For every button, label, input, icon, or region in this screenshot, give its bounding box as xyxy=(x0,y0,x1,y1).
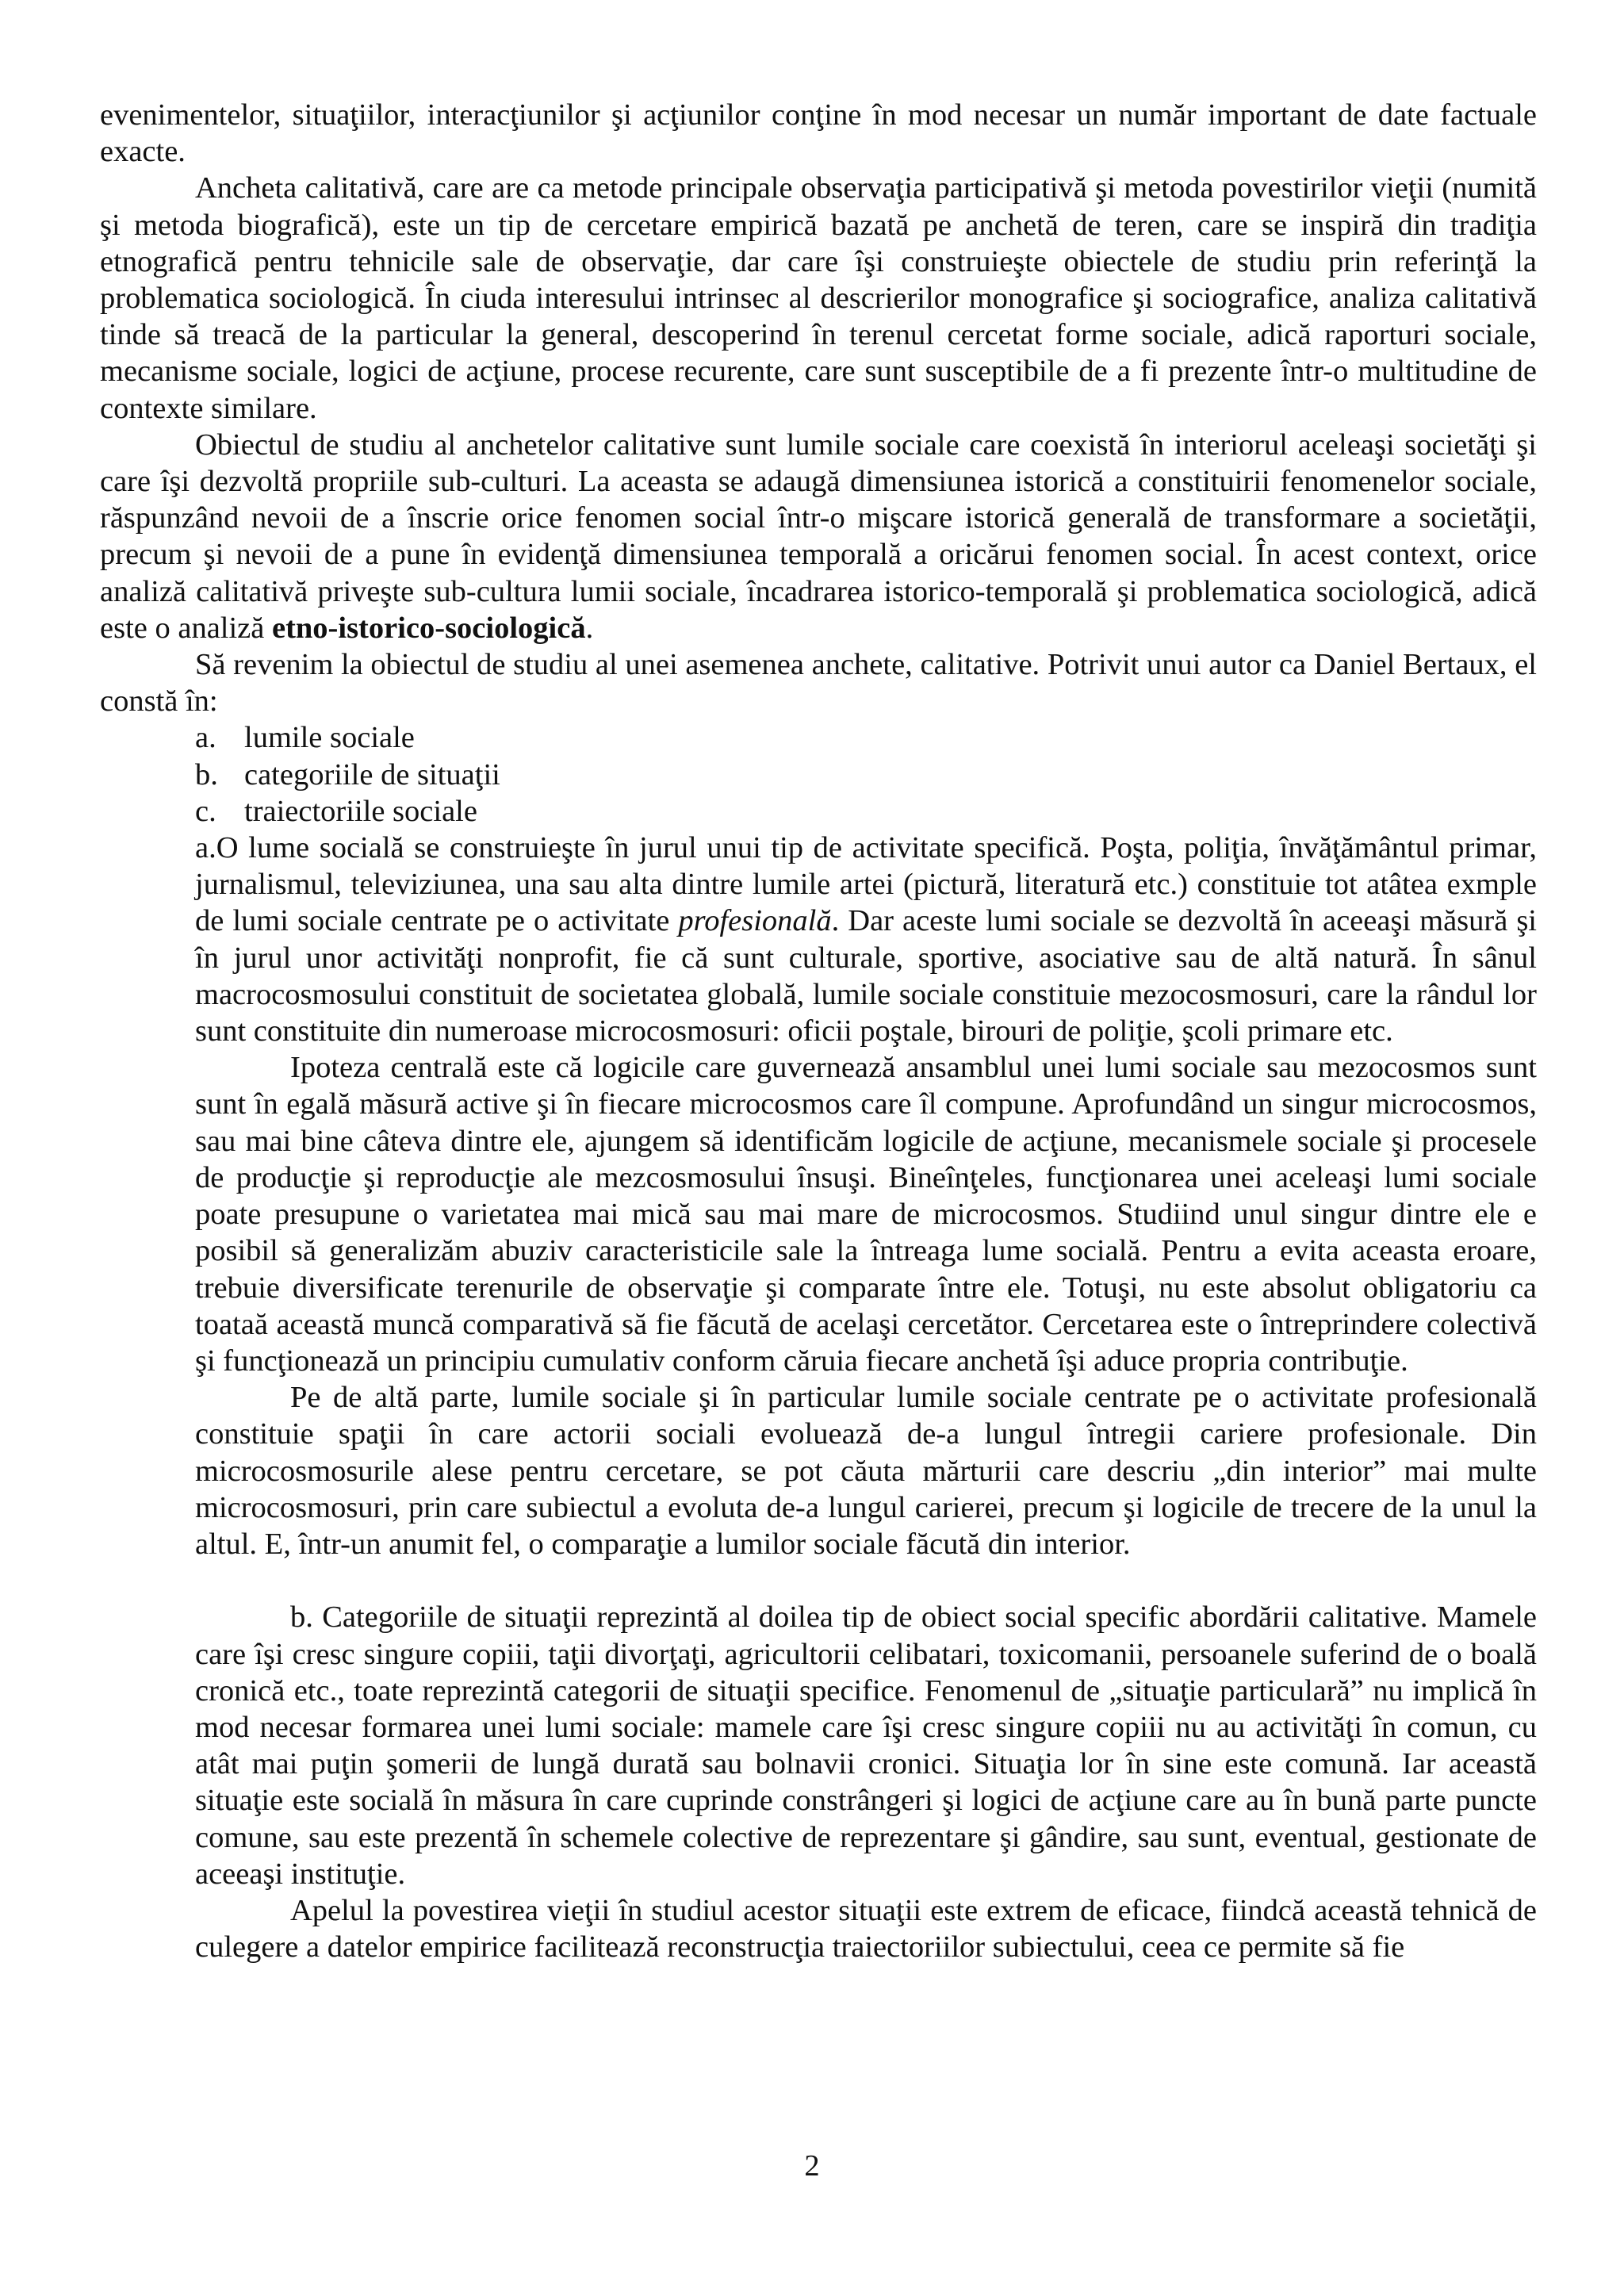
paragraph-text-continued: . Dar aceste lumi sociale se dezvoltă în aceeaşi măsură şi în jurul unor activităţi nonprofit, fie că sunt culturale, sportive, asociative sau de altă natură. În sânul macrocosmosului constituit de societatea globală, lumile sociale constituie mezocosmosuri, care la rândul lor sunt constituite din numeroase microcosmosuri: oficii poştale, birouri de poliţie, şcoli primare etc. xyxy=(195,904,1538,1048)
paragraph-end: . xyxy=(585,611,594,645)
paragraph-pe-de-alta-parte: Pe de altă parte, lumile sociale şi în particular lumile sociale centrate pe o activitate profesională constituie spaţii în care actorii sociali evoluează de-a lungul întregii cariere profesionale. Din microcosmosurile alese pentru cercetare, se pot căuta mărturii care descriu „din interior” mai multe microcosmosuri, prin care subiectul a evoluta de-a lungul carierei, precum şi logicile de trecere de la unul la altul. E, într-un anumit fel, o comparaţie a lumilor sociale făcută din interior. xyxy=(195,1381,1537,1561)
paragraph-ancheta-calitativa: Ancheta calitativă, care are ca metode principale observaţia participativă şi metoda povestirilor vieţii (numită şi metoda biografică), este un tip de cercetare empirică bazată pe anchetă de teren, care se inspiră din tradiţia etnografică pentru tehnicile sale de observaţie, dar care îşi construieşte obiectele de studiu prin referinţă la problematica sociologică. În ciuda interesului intrinsec al descrierilor monografice şi sociografice, analiza calitativă tinde să treacă de la particular la general, descoperind în terenul cercetat forme sociale, adică raporturi sociale, mecanisme sociale, logici de acţiune, procese recurente, care sunt susceptibile de a fi prezente într-o multitudine de contexte similare. xyxy=(100,171,1537,425)
paragraph-obiectul-de-studiu xyxy=(100,427,1537,646)
paragraph-text: a.O lume socială se construieşte în jurul unui tip de activitate specifică. Poşta, poliţia, învăţământul primar, jurnalismul, televiziunea, una sau alta dintre lumile artei (pictură, literatură etc.) constituie tot atâtea exmple de lumi sociale centrate pe o activitate xyxy=(195,831,1537,938)
paragraph-categoriile-de-situatii: b. Categoriile de situaţii reprezintă al doilea tip de obiect social specific abordării calitative. Mamele care îşi cresc singure copiii, taţii divorţaţi, agricultorii celibatari, toxicomanii, persoanele suferind de o boală cronică etc., toate reprezintă categorii de situaţii specifice. Fenomenul de „situaţie particulară” nu implică în mod necesar formarea unei lumi sociale: mamele care îşi cresc singure copiii nu au activităţi în comun, cu atât mai puţin şomerii de lungă durată sau bolnavii cronici. Situaţia lor în sine este comună. Iar această situaţie este socială în măsura în care cuprinde constrângeri şi logici de acţiune care au în bună parte puncte comune, sau este prezentă în schemele colective de reprezentare şi gândire, sau sunt, eventual, gestionate de aceeaşi instituţie. xyxy=(195,1600,1537,1891)
page-body xyxy=(100,97,1537,1965)
list-item xyxy=(195,719,1537,756)
list-item xyxy=(195,793,1537,830)
bold-term: etno-istorico-sociologică xyxy=(271,611,586,645)
paragraph-continuation: evenimentelor, situaţiilor, interacţiunilor şi acţiunilor conţine în mod necesar un număr important de date factuale exacte. xyxy=(100,98,1537,169)
paragraph-text: Obiectul de studiu al anchetelor calitative sunt lumile sociale care coexistă în interiorul aceleaşi societăţi şi care îşi dezvoltă propriile sub-culturi. La aceasta se adaugă dimensiunea istorică a constituirii fenomenelor sociale, răspunzând nevoii de a înscrie orice fenomen social într-o mişcare istorică generală de transformare a societăţii, precum şi nevoii de a pune în evidenţă dimensiunea temporală a oricărui fenomen social. În acest context, orice analiză calitativă priveşte sub-cultura lumii sociale, încadrarea istorico-temporală şi problematica sociologică, adică este o analiză xyxy=(100,427,1537,645)
list-marker: b. xyxy=(195,757,218,792)
list-item xyxy=(195,757,1537,793)
paragraph-sa-revenim: Să revenim la obiectul de studiu al unei asemenea anchete, calitative. Potrivit unui autor ca Daniel Bertaux, el constă în: xyxy=(100,648,1537,719)
list-marker: c. xyxy=(195,794,216,828)
paragraph-ipoteza-centrala: Ipoteza centrală este că logicile care guvernează ansamblul unei lumi sociale sau mezocosmos sunt sunt în egală măsură active şi în fiecare microcosmos care îl compune. Aprofundând un singur microcosmos, sau mai bine câteva dintre ele, ajungem să identificăm logicile de acţiune, mecanismele sociale şi procesele de producţie şi reproducţie ale mezcosmosului însuşi. Bineînţeles, funcţionarea unei aceleaşi lumi sociale poate presupune o varietatea mai mică sau mai mare de microcosmos. Studiind unul singur dintre ele e posibil să generalizăm abuziv caracteristicile sale la întreaga lume socială. Pentru a evita aceasta eroare, trebuie diversificate terenurile de observaţie şi comparate între ele. Totuşi, nu este absolut obligatoriu ca toataă această muncă comparativă să fie făcută de acelaşi cercetător. Cercetarea este o întreprindere colectivă şi funcţionează un principiu cumulativ conform căruia fiecare anchetă îşi aduce propria contribuţie. xyxy=(195,1051,1537,1378)
list-marker: a. xyxy=(195,721,216,755)
list-text: categoriile de situaţii xyxy=(244,757,500,792)
page-number: 2 xyxy=(804,2149,820,2183)
italic-term: profesională xyxy=(678,904,832,938)
list-text: traiectoriile sociale xyxy=(244,794,477,828)
paragraph-apelul-la-povestire: Apelul la povestirea vieţii în studiul acestor situaţii este extrem de eficace, fiindcă această tehnică de culegere a datelor empirice facilitează reconstrucţia traiectoriilor subiectului, ceea ce permite să fie xyxy=(195,1893,1537,1964)
paragraph-spacer xyxy=(100,1562,1537,1599)
object-list xyxy=(100,719,1537,830)
paragraph-lume-sociala xyxy=(195,830,1537,1049)
list-text: lumile sociale xyxy=(244,721,415,755)
